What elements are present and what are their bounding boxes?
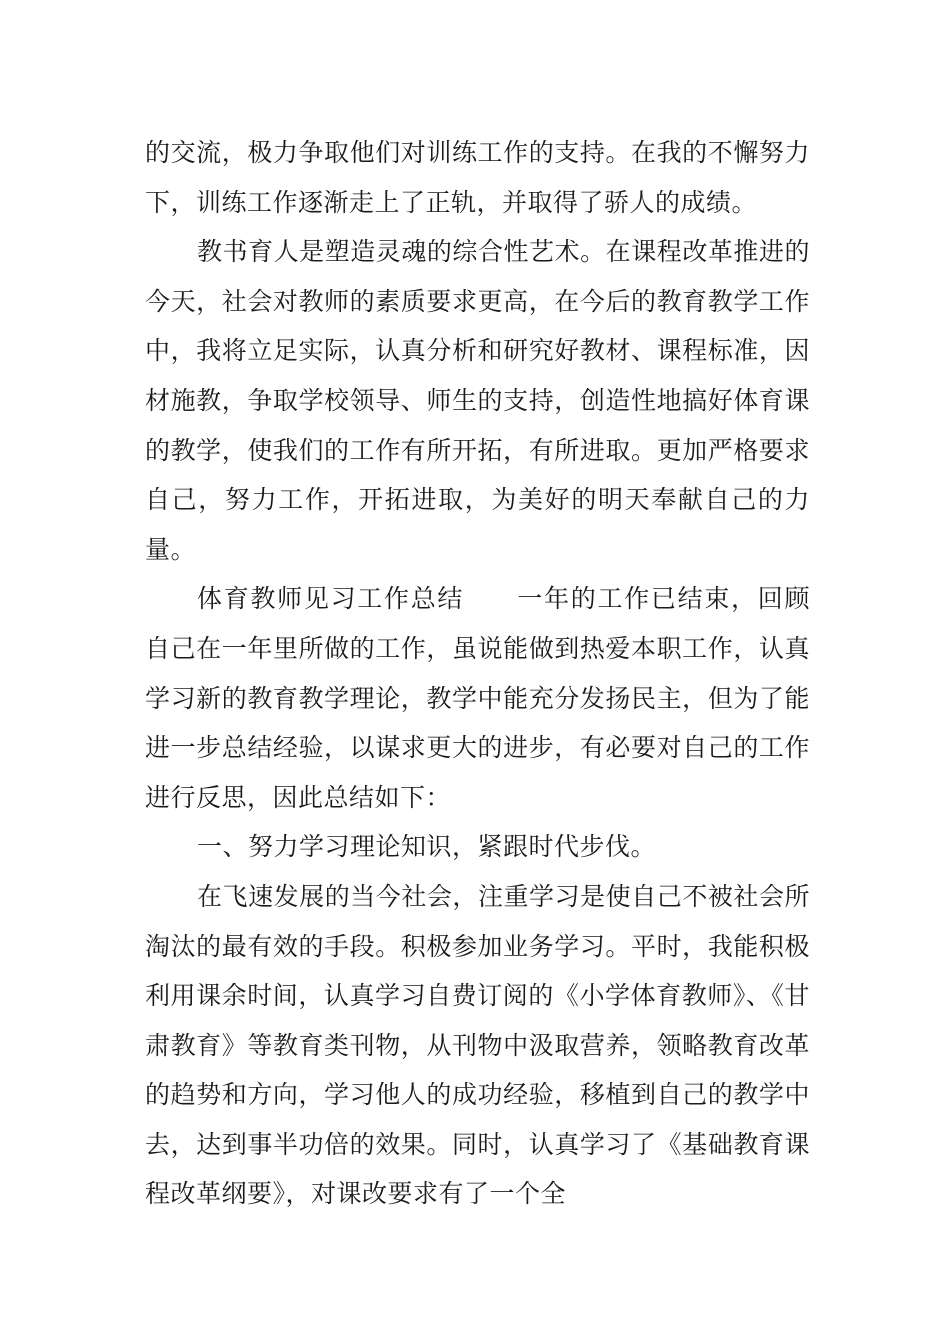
paragraph-5-text: 在飞速发展的当今社会，注重学习是使自己不被社会所淘汰的最有效的手段。积极参加业务学习。平时，我能积极利用课余时间，认真学习自费订阅的《小学体育教师》、《甘肃教育》等教育类刊物，从刊物中汲取营养，领略教育改革的趋势和方向，学习他人的成功经验，移植到自己的教学中去，达到事半功倍的效果。同时，认真学习了《基础教育课程改革纲要》，对课改要求有了一个全 (145, 881, 810, 1209)
paragraph-1 (145, 128, 810, 227)
paragraph-3 (145, 574, 810, 822)
paragraph-3-text: 一年的工作已结束，回顾自己在一年里所做的工作，虽说能做到热爱本职工作，认真学习新的教育教学理论，教学中能充分发扬民主，但为了能进一步总结经验，以谋求更大的进步，有必要对自己的工作进行反思，因此总结如下： (145, 584, 810, 812)
paragraph-4-heading (145, 822, 810, 872)
document-body (145, 128, 810, 1219)
paragraph-5 (145, 872, 810, 1219)
paragraph-2-text: 教书育人是塑造灵魂的综合性艺术。在课程改革推进的今天，社会对教师的素质要求更高，在今后的教育教学工作中，我将立足实际，认真分析和研究好教材、课程标准，因材施教，争取学校领导、师生的支持，创造性地搞好体育课的教学，使我们的工作有所开拓，有所进取。更加严格要求自己，努力工作，开拓进取，为美好的明天奉献自己的力量。 (145, 237, 810, 564)
paragraph-2 (145, 227, 810, 574)
paragraph-4-text: 一、努力学习理论知识，紧跟时代步伐。 (197, 832, 657, 862)
paragraph-1-text: 的交流，极力争取他们对训练工作的支持。在我的不懈努力下，训练工作逐渐走上了正轨，并取得了骄人的成绩。 (145, 138, 810, 217)
section-title: 体育教师见习工作总结 (197, 584, 465, 614)
